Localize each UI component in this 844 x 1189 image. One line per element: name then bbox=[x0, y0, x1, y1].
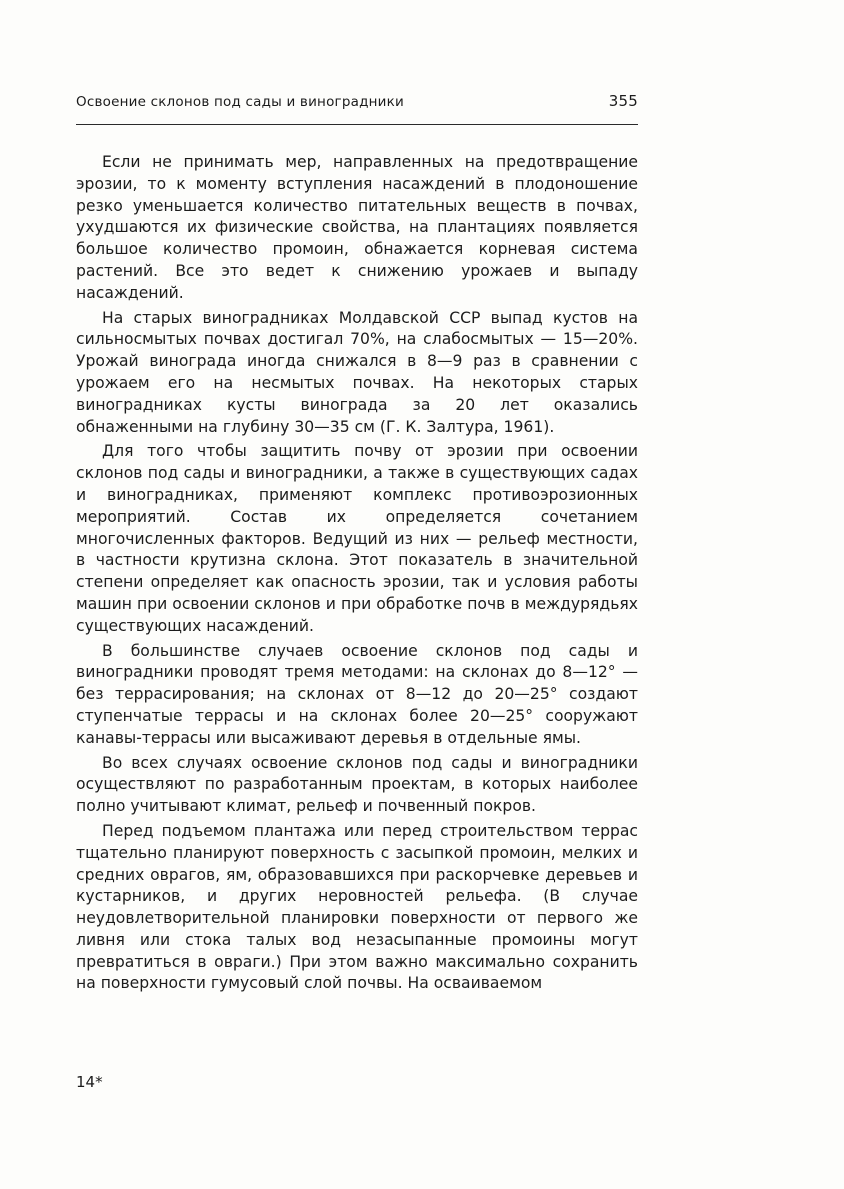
running-header bbox=[76, 88, 638, 114]
body-text bbox=[76, 152, 638, 998]
page-number: 355 bbox=[608, 92, 638, 110]
paragraph: Если не принимать мер, направленных на предотвращение эрозии, то к моменту вступления насаждений в плодоношение резко уменьшается количество питательных веществ в почвах, ухудшаются их физические свойства, на плантациях появляется большое количество промоин, обнажается корневая система растений. Все это ведет к снижению урожаев и выпаду насаждений. bbox=[76, 153, 638, 302]
paragraph: На старых виноградниках Молдавской ССР выпад кустов на сильносмытых почвах достигал 70%, на слабосмытых — 15—20%. Урожай винограда иногда снижался в 8—9 раз в сравнении с урожаем его на несмытых почвах. На некоторых старых виноградниках кусты винограда за 20 лет оказались обнаженными на глубину 30—35 см (Г. К. Залтура, 1961). bbox=[76, 308, 638, 436]
header-rule bbox=[76, 124, 638, 125]
book-page bbox=[76, 88, 638, 1128]
paragraph: В большинстве случаев освоение склонов под сады и виноградники проводят тремя методами: на склонах до 8—12° — без террасирования; на склонах от 8—12 до 20—25° создают ступенчатые террасы и на склонах более 20—25° сооружают канавы-террасы или высаживают деревья в отдельные ямы. bbox=[76, 641, 638, 747]
paragraph: Во всех случаях освоение склонов под сады и виноградники осуществляют по разработанным проектам, в которых наиболее полно учитывают климат, рельеф и почвенный покров. bbox=[76, 753, 638, 816]
running-title: Освоение склонов под сады и виноградники bbox=[76, 94, 404, 110]
printer-signature-mark: 14* bbox=[76, 1073, 103, 1091]
paragraph: Для того чтобы защитить почву от эрозии при освоении склонов под сады и виноградники, а также в существующих садах и виноградниках, применяют комплекс противоэрозионных мероприятий. Состав их определяется сочетанием многочисленных факторов. Ведущий из них — рельеф местности, в частности крутизна склона. Этот показатель в значительной степени определяет как опасность эрозии, так и условия работы машин при освоении склонов и при обработке почв в междурядьях существующих насаждений. bbox=[76, 442, 638, 635]
paragraph: Перед подъемом плантажа или перед строительством террас тщательно планируют поверхность с засыпкой промоин, мелких и средних оврагов, ям, образовавшихся при раскорчевке деревьев и кустарников, и других неровностей рельефа. (В случае неудовлетворительной планировки поверхности от первого же ливня или стока талых вод незасыпанные промоины могут превратиться в овраги.) При этом важно максимально сохранить на поверхности гумусовый слой почвы. На осваиваемом bbox=[76, 821, 638, 993]
